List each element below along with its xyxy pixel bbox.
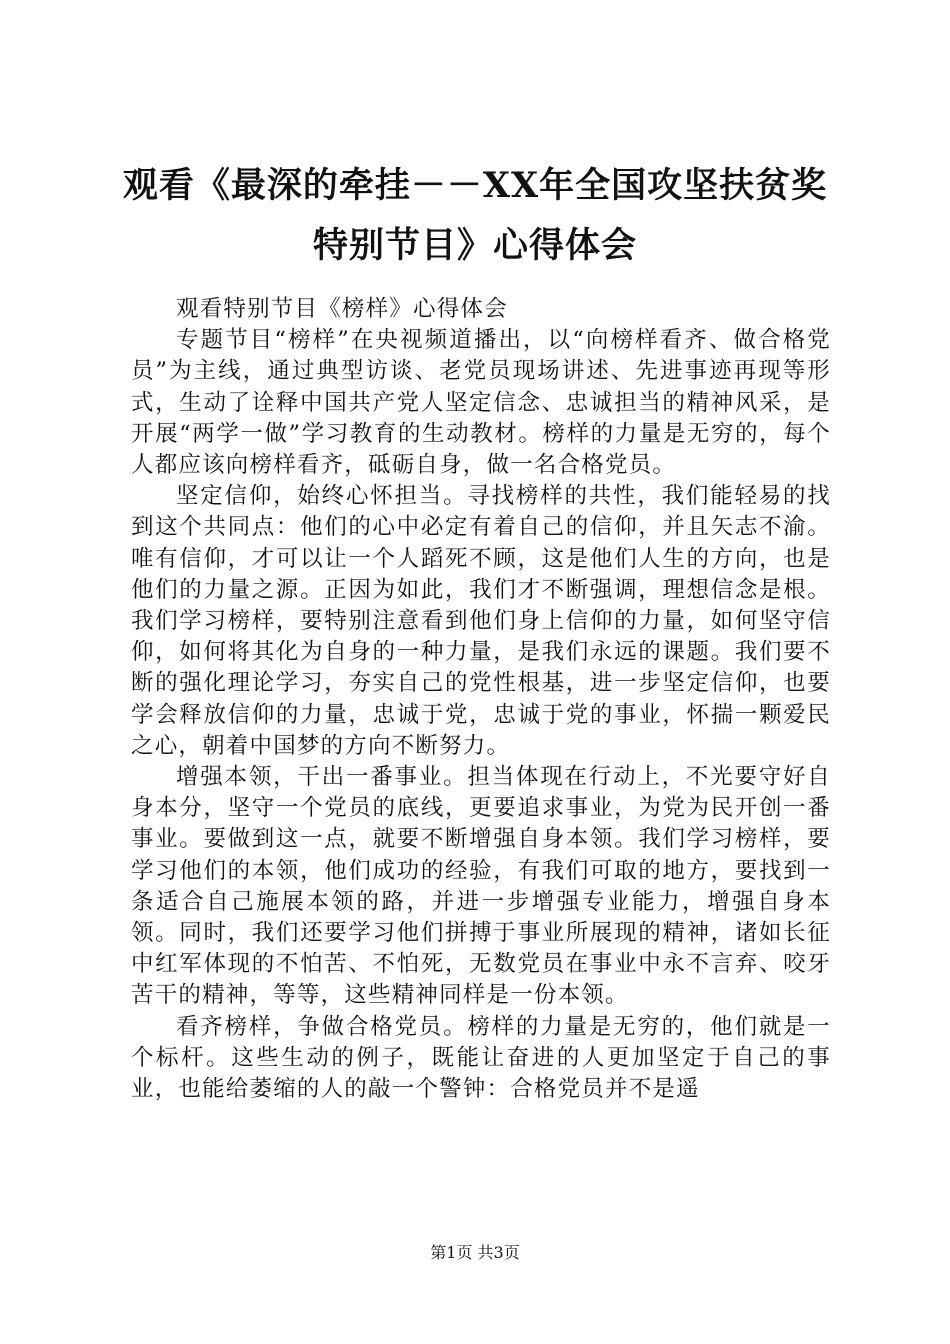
document-title-line-2: 特别节目》心得体会	[312, 225, 637, 266]
page-footer: 第1页 共3页	[430, 1243, 520, 1262]
body-paragraph: 增强本领，干出一番事业。担当体现在行动上，不光要守好自身本分，坚守一个党员的底线，更要追求事业，为党为民开创一番事业。要做到这一点，就要不断增强自身本领。我们学习榜样，要学习他们的本领，他们成功的经验，有我们可取的地方，要找到一条适合自己施展本领的路，并进一步增强专业能力，增强自身本领。同时，我们还要学习他们拼搏于事业所展现的精神，诸如长征中红军体现的不怕苦、不怕死，无数党员在事业中永不言弃、咬牙苦干的精神，等等，这些精神同样是一份本领。	[131, 764, 831, 1009]
body-paragraph: 坚定信仰，始终心怀担当。寻找榜样的共性，我们能轻易的找到这个共同点：他们的心中必定有着自己的信仰，并且矢志不渝。唯有信仰，才可以让一个人蹈死不顾，这是他们人生的方向，也是他们的力量之源。正因为如此，我们才不断强调，理想信念是根。我们学习榜样，要特别注意看到他们身上信仰的力量，如何坚守信仰，如何将其化为自身的一种力量，是我们永远的课题。我们要不断的强化理论学习，夯实自己的党性根基，进一步坚定信仰，也要学会释放信仰的力量，忠诚于党，忠诚于党的事业，怀揣一颗爱民之心，朝着中国梦的方向不断努力。	[131, 483, 831, 759]
document-title-line-1: 观看《最深的牵挂－－XX年全国攻坚扶贫奖	[122, 165, 828, 206]
body-paragraph: 专题节目“榜样”在央视频道播出，以“向榜样看齐、做合格党员”为主线，通过典型访谈、老党员现场讲述、先进事迹再现等形式，生动了诠释中国共产党人坚定信念、忠诚担当的精神风采，是开展“两学一做”学习教育的生动教材。榜样的力量是无穷的，每个人都应该向榜样看齐，砥砺自身，做一名合格党员。	[131, 327, 831, 479]
body-paragraph: 看齐榜样，争做合格党员。榜样的力量是无穷的，他们就是一个标杆。这些生动的例子，既能让奋进的人更加坚定于自己的事业，也能给萎缩的人的敲一个警钟：合格党员并不是遥	[131, 1013, 831, 1103]
document-body	[131, 294, 831, 1105]
subtitle-paragraph: 观看特别节目《榜样》心得体会	[176, 296, 508, 322]
